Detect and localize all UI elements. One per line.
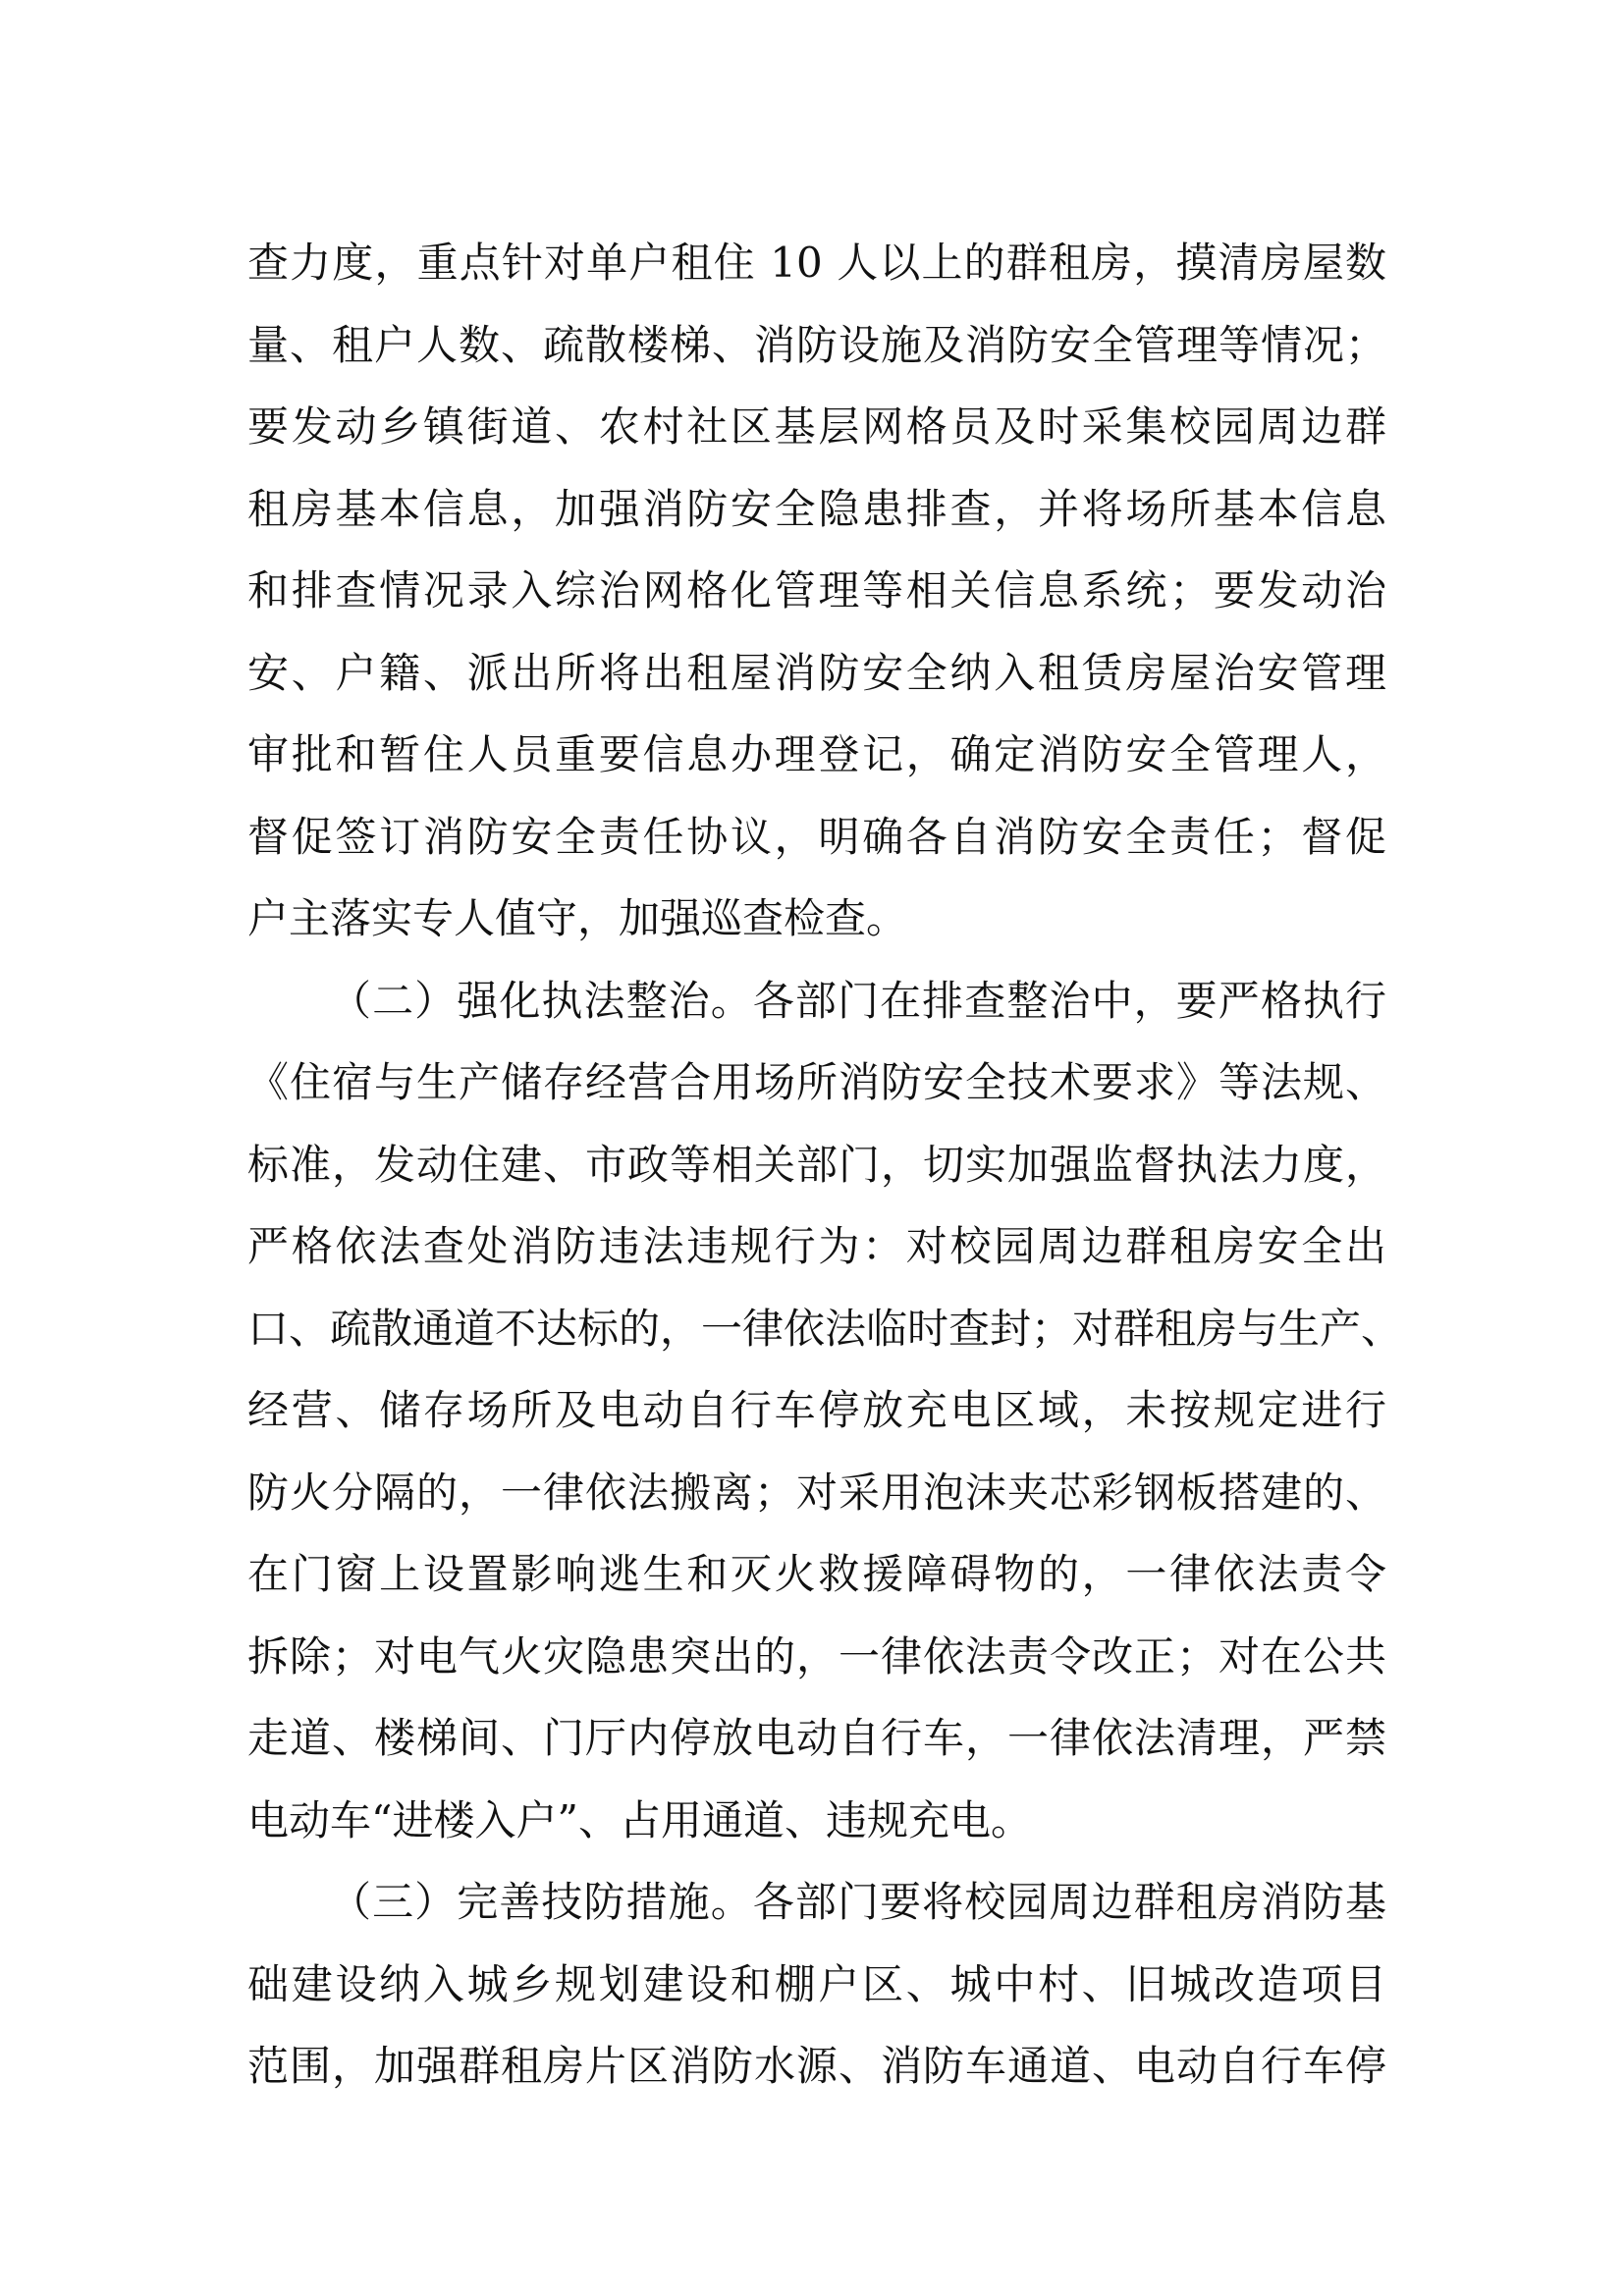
document-body — [247, 222, 1403, 2108]
text-line: （三）完善技防措施。各部门要将校园周边群租房消防基 — [330, 1878, 1386, 1926]
paragraph-1 — [247, 222, 1386, 960]
text-line: 查力度，重点针对单户租住 10 人以上的群租房，摸清房屋数 — [247, 239, 1386, 287]
text-line: 安、户籍、派出所将出租屋消防安全纳入租赁房屋治安管理 — [247, 648, 1386, 697]
text-line: 和排查情况录入综治网格化管理等相关信息系统；要发动治 — [247, 566, 1386, 614]
text-line: 租房基本信息，加强消防安全隐患排查，并将场所基本信息 — [247, 484, 1386, 533]
text-line: 经营、储存场所及电动自行车停放充电区域，未按规定进行 — [247, 1386, 1386, 1434]
text-line: 在门窗上设置影响逃生和灭火救援障碍物的，一律依法责令 — [247, 1550, 1386, 1598]
paragraph-2 — [247, 960, 1403, 1862]
text-line: 防火分隔的，一律依法搬离；对采用泡沫夹芯彩钢板搭建的、 — [247, 1468, 1386, 1517]
text-line: 审批和暂住人员重要信息办理登记，确定消防安全管理人， — [247, 730, 1386, 778]
text-line: 范围，加强群租房片区消防水源、消防车通道、电动自行车停 — [247, 2042, 1386, 2090]
text-line: 走道、楼梯间、门厅内停放电动自行车，一律依法清理，严禁 — [247, 1714, 1386, 1762]
paragraph-3 — [247, 1861, 1386, 2108]
text-line: 口、疏散通道不达标的，一律依法临时查封；对群租房与生产、 — [247, 1304, 1403, 1353]
text-line: 拆除；对电气火灾隐患突出的，一律依法责令改正；对在公共 — [247, 1631, 1386, 1681]
text-line: （二）强化执法整治。各部门在排查整治中，要严格执行 — [330, 976, 1386, 1025]
text-line: 《住宿与生产储存经营合用场所消防安全技术要求》等法规、 — [247, 1058, 1386, 1106]
text-line: 标准，发动住建、市政等相关部门，切实加强监督执法力度， — [247, 1140, 1386, 1189]
text-line: 户主落实专人值守，加强巡查检查。 — [247, 894, 908, 942]
text-line: 督促签订消防安全责任协议，明确各自消防安全责任；督促 — [247, 812, 1386, 861]
text-line: 要发动乡镇街道、农村社区基层网格员及时采集校园周边群 — [247, 402, 1386, 451]
text-line: 础建设纳入城乡规划建设和棚户区、城中村、旧城改造项目 — [247, 1959, 1386, 2008]
text-line: 电动车“进楼入户”、占用通道、违规充电。 — [247, 1795, 1032, 1844]
text-line: 严格依法查处消防违法违规行为：对校园周边群租房安全出 — [247, 1222, 1386, 1270]
text-line: 量、租户人数、疏散楼梯、消防设施及消防安全管理等情况； — [247, 320, 1386, 369]
